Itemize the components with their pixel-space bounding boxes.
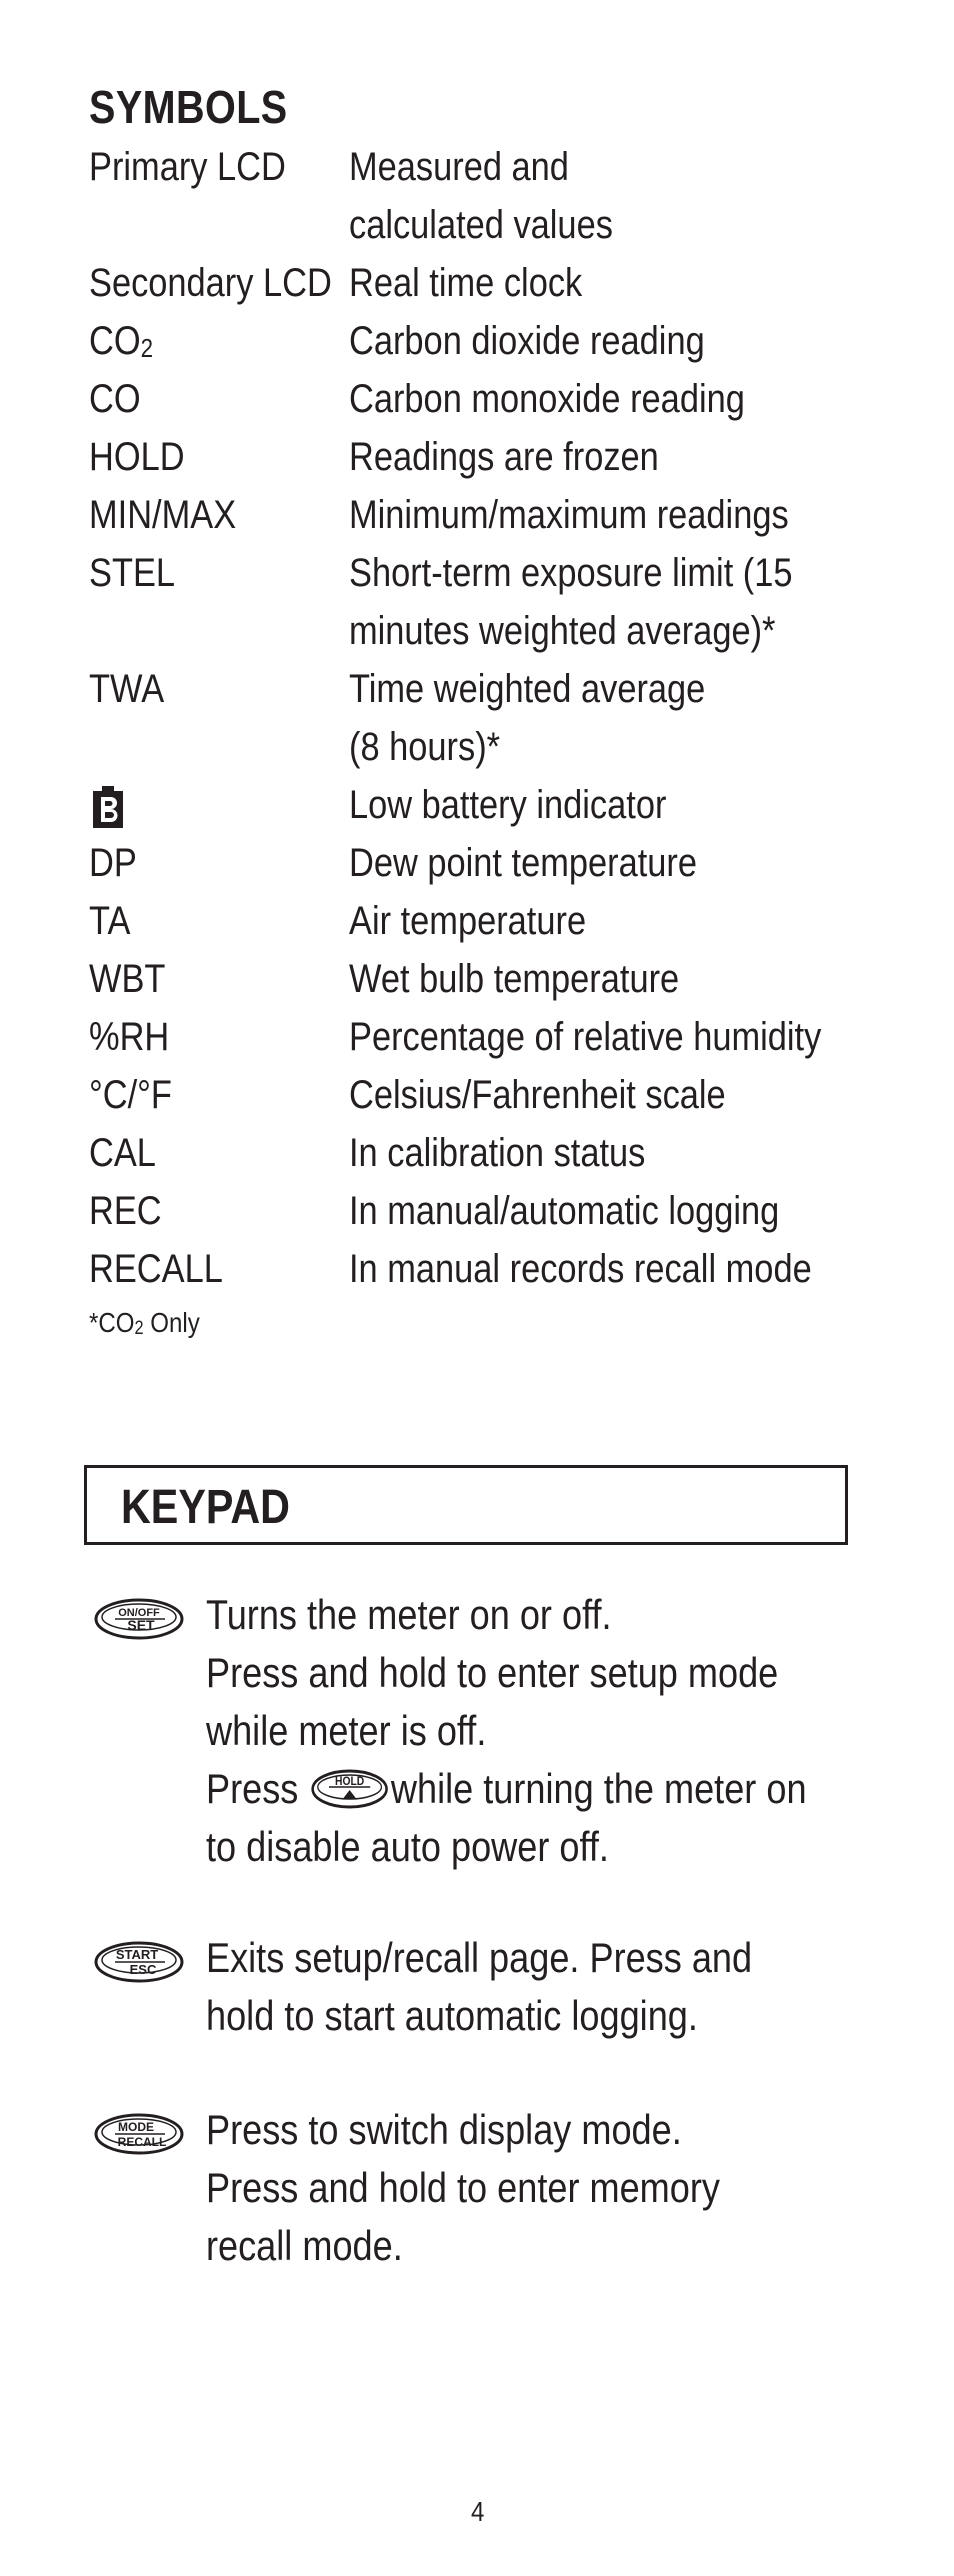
- symbol-key: °C/°F: [89, 1073, 172, 1117]
- symbol-description: In manual/automatic logging: [349, 1189, 780, 1233]
- key-label-top: START: [115, 1947, 159, 1962]
- key-label-top: MODE: [118, 2120, 154, 2134]
- symbol-description: Carbon monoxide reading: [349, 377, 745, 421]
- symbol-key: HOLD: [89, 435, 185, 479]
- symbol-description: Wet bulb temperature: [349, 957, 680, 1001]
- symbol-row: [89, 544, 909, 660]
- symbol-description: Celsius/Fahrenheit scale: [349, 1073, 726, 1117]
- key-description-line: Press to switch display mode.: [206, 2106, 682, 2153]
- symbols-heading: SYMBOLS: [89, 81, 288, 133]
- symbol-description: In calibration status: [349, 1131, 646, 1175]
- symbol-description: Dew point temperature: [349, 841, 698, 885]
- symbol-key: TA: [89, 899, 131, 943]
- symbol-description: Real time clock: [349, 261, 583, 305]
- symbol-description: Air temperature: [349, 899, 587, 943]
- battery-icon: [91, 786, 125, 830]
- symbol-description: Minimum/maximum readings: [349, 493, 789, 537]
- key-description: Exits setup/recall page. Press and hold to start automatic logging.: [206, 1934, 753, 2039]
- symbol-key: Secondary LCD: [89, 261, 332, 305]
- keypad-heading: KEYPAD: [121, 1481, 290, 1534]
- mode-recall-key-icon: [93, 2112, 185, 2156]
- key-label-bottom: ESC: [129, 1962, 157, 1977]
- symbol-description: In manual records recall mode: [349, 1247, 812, 1291]
- footnote-text-end: Only: [143, 1307, 200, 1338]
- symbol-key: %RH: [89, 1015, 170, 1059]
- symbol-key-subscript: 2: [140, 333, 154, 363]
- key-label-bottom: SET: [127, 1617, 155, 1633]
- page-number: 4: [471, 2496, 485, 2527]
- key-description-text: Press: [206, 1765, 299, 1812]
- symbol-description: Short-term exposure limit (15 minutes weighted average)*: [349, 551, 793, 653]
- footnote-text: *CO: [89, 1307, 135, 1338]
- key-description-line: Press and hold to enter setup mode while meter is off.: [206, 1649, 779, 1754]
- symbol-key: REC: [89, 1189, 162, 1233]
- symbol-description: Carbon dioxide reading: [349, 319, 705, 363]
- symbol-key: CAL: [89, 1131, 156, 1175]
- symbol-key: TWA: [89, 667, 165, 711]
- symbol-key: MIN/MAX: [89, 493, 237, 537]
- start-esc-key-icon: [93, 1940, 185, 1984]
- key-description-line: Turns the meter on or off.: [206, 1591, 612, 1638]
- symbol-row: [89, 138, 909, 254]
- keypad-heading-box: [84, 1465, 848, 1545]
- key-label-top: ON/OFF: [118, 1607, 160, 1619]
- key-description-line: [206, 1760, 808, 1876]
- key-description-line: Press and hold to enter memory recall mode.: [206, 2164, 720, 2269]
- symbol-key: WBT: [89, 957, 166, 1001]
- footnote: [89, 1307, 200, 1340]
- symbol-description: Readings are frozen: [349, 435, 659, 479]
- symbol-key: RECALL: [89, 1247, 223, 1291]
- key-label-bottom: RECALL: [117, 2135, 167, 2149]
- symbol-description: Percentage of relative humidity: [349, 1015, 822, 1059]
- symbol-description: Measured and calculated values: [349, 145, 613, 247]
- symbol-key-main: CO: [89, 319, 141, 363]
- symbol-description: Low battery indicator: [349, 783, 667, 827]
- symbol-description: Time weighted average (8 hours)*: [349, 667, 706, 769]
- key-description: [206, 2101, 808, 2275]
- key-description-text: while turning the meter on to disable auto power off.: [206, 1765, 807, 1870]
- key-description: [206, 1586, 808, 1876]
- symbol-key: CO: [89, 377, 141, 421]
- symbol-key: [89, 312, 153, 377]
- symbol-row: [89, 660, 909, 776]
- symbol-key: Primary LCD: [89, 145, 286, 189]
- footnote-subscript: 2: [134, 1318, 144, 1339]
- key-label: HOLD: [335, 1775, 365, 1789]
- on-off-set-key-icon: [93, 1597, 185, 1641]
- symbol-key: STEL: [89, 551, 176, 595]
- symbol-key: DP: [89, 841, 137, 885]
- hold-key-icon: [310, 1767, 389, 1811]
